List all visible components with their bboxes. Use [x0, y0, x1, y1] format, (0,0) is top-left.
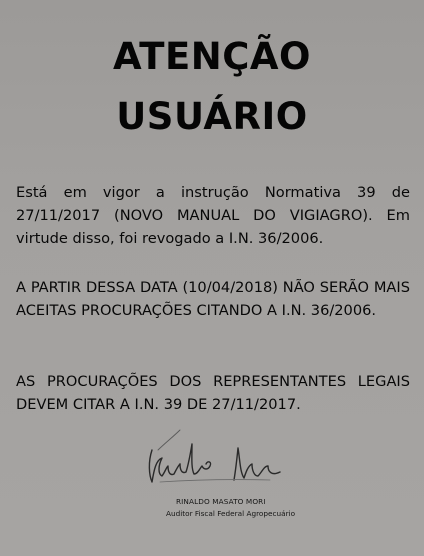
notice-paragraph-1: Está em vigor a instrução Normativa 39 de 27/11/2017 (NOVO MANUAL DO VIGIAGRO). Em virtude disso, foi revogado a I.N. 36/2006.: [16, 184, 410, 247]
notice-paragraph-2: A PARTIR DESSA DATA (10/04/2018) NÃO SERÃO MAIS ACEITAS PROCURAÇÕES CITANDO A I.N. 36/2006.: [16, 279, 410, 319]
signatory-name: RINALDO MASATO MORI: [176, 497, 266, 506]
notice-paragraph-3: AS PROCURAÇÕES DOS REPRESENTANTES LEGAIS DEVEM CITAR A I.N. 39 DE 27/11/2017.: [16, 373, 410, 413]
handwritten-signature: [140, 420, 300, 492]
signatory-role: Auditor Fiscal Federal Agropecuário: [166, 509, 296, 518]
notice-title-line-1: ATENÇÃO: [113, 35, 311, 78]
notice-title-line-2: USUÁRIO: [116, 95, 308, 138]
